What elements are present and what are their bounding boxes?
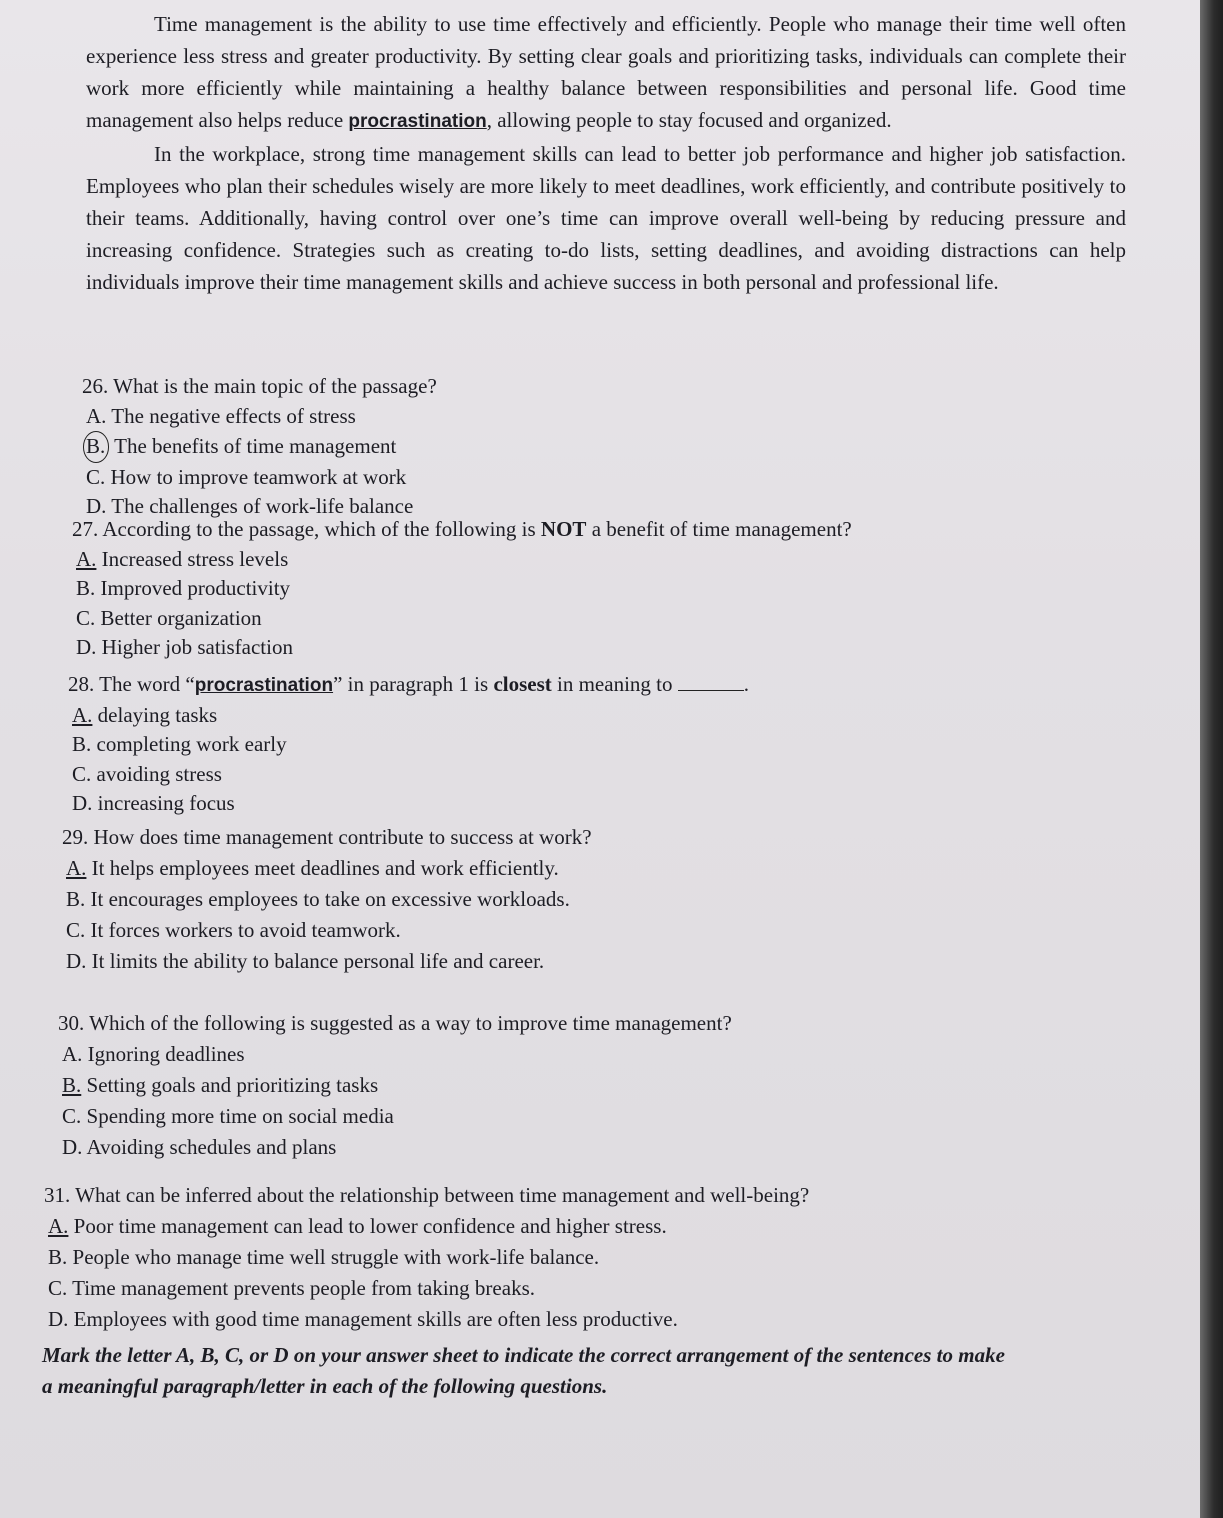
option-c[interactable]: C. Spending more time on social media xyxy=(62,1104,394,1128)
option-d[interactable]: D. The challenges of work-life balance xyxy=(86,494,414,518)
paragraph-2: In the workplace, strong time management skills can lead to better job performance and higher job satisfaction. Employees who plan their schedules wisely are more likely to meet deadlines, work efficiently, and contribute positively to their teams. Additionally, having control over one’s time can improve overall well-being by reducing pressure and increasing confidence. Strategies such as creating to-do lists, setting deadlines, and avoiding distractions can help individuals improve their time management skills and achieve success in both personal and professional life. xyxy=(86,142,1126,294)
option-d[interactable]: D. Avoiding schedules and plans xyxy=(62,1135,337,1159)
option-d[interactable]: D. It limits the ability to balance personal life and career. xyxy=(66,949,545,973)
option-a[interactable]: A. delaying tasks xyxy=(68,701,749,731)
keyword-procrastination: procrastination xyxy=(348,111,487,132)
option-a[interactable]: A. Poor time management can lead to lower confidence and higher stress. xyxy=(44,1211,809,1242)
underlined-answer-mark: A. xyxy=(48,1214,69,1238)
question-31 xyxy=(44,1180,809,1335)
option-a[interactable]: A. Increased stress levels xyxy=(72,545,852,575)
question-26 xyxy=(82,372,437,522)
option-b[interactable]: B. Setting goals and prioritizing tasks xyxy=(58,1070,732,1101)
option-d[interactable]: D. Employees with good time management skills are often less productive. xyxy=(48,1307,678,1331)
option-b[interactable]: B. The benefits of time management xyxy=(82,431,437,463)
option-c[interactable]: C. Better organization xyxy=(76,605,262,630)
paragraph-1: Time management is the ability to use time effectively and efficiently. People who manage their time well often experience less stress and greater productivity. By setting clear goals and prioritizing tasks, individuals can complete their work more efficiently while maintaining a healthy balance between responsibilities and personal life. Good time management also helps reduce procrastination, allowing people to stay focused and organized. xyxy=(86,12,1126,132)
option-d[interactable]: D. increasing focus xyxy=(72,791,235,815)
option-b[interactable]: B. Improved productivity xyxy=(76,576,291,600)
option-c[interactable]: C. Time management prevents people from taking breaks. xyxy=(48,1276,535,1300)
question-29 xyxy=(62,822,592,977)
option-d[interactable]: D. Higher job satisfaction xyxy=(76,635,293,659)
reading-passage xyxy=(86,8,1126,298)
question-text: 28. The word “procrastination” in paragraph 1 is closest in meaning to . xyxy=(68,672,749,696)
question-text: 27. According to the passage, which of the following is NOT a benefit of time management? xyxy=(72,517,852,541)
option-c[interactable]: C. avoiding stress xyxy=(72,761,222,786)
question-30 xyxy=(58,1008,732,1163)
option-b[interactable]: B. People who manage time well struggle with work-life balance. xyxy=(48,1245,600,1269)
page-edge-shadow xyxy=(1200,0,1223,1518)
underlined-answer-mark: B. xyxy=(62,1073,82,1097)
keyword-procrastination: procrastination xyxy=(194,675,334,696)
answer-blank[interactable] xyxy=(678,672,744,691)
underlined-answer-mark: A. xyxy=(66,856,87,880)
section-instruction: Mark the letter A, B, C, or D on your answer sheet to indicate the correct arrangement of the sentences to make a meaningful paragraph/letter in each of the following questions. xyxy=(42,1343,1005,1398)
option-a[interactable]: A. The negative effects of stress xyxy=(86,403,356,428)
option-a[interactable]: A. It helps employees meet deadlines and work efficiently. xyxy=(62,853,592,884)
option-c[interactable]: C. It forces workers to avoid teamwork. xyxy=(66,918,401,942)
underlined-answer-mark: A. xyxy=(76,546,97,571)
question-text: 30. Which of the following is suggested as a way to improve time management? xyxy=(58,1011,732,1035)
option-a[interactable]: A. Ignoring deadlines xyxy=(62,1042,245,1066)
question-28 xyxy=(68,670,749,819)
underlined-answer-mark: A. xyxy=(72,702,93,727)
question-text: 31. What can be inferred about the relationship between time management and well-being? xyxy=(44,1183,810,1207)
option-b[interactable]: B. It encourages employees to take on excessive workloads. xyxy=(66,887,570,911)
option-c[interactable]: C. How to improve teamwork at work xyxy=(86,464,407,489)
circled-answer-mark: B. xyxy=(83,431,109,463)
question-text: 29. How does time management contribute to success at work? xyxy=(62,825,592,849)
option-b[interactable]: B. completing work early xyxy=(72,732,287,756)
question-27 xyxy=(72,515,852,663)
question-text: 26. What is the main topic of the passage? xyxy=(82,374,437,398)
